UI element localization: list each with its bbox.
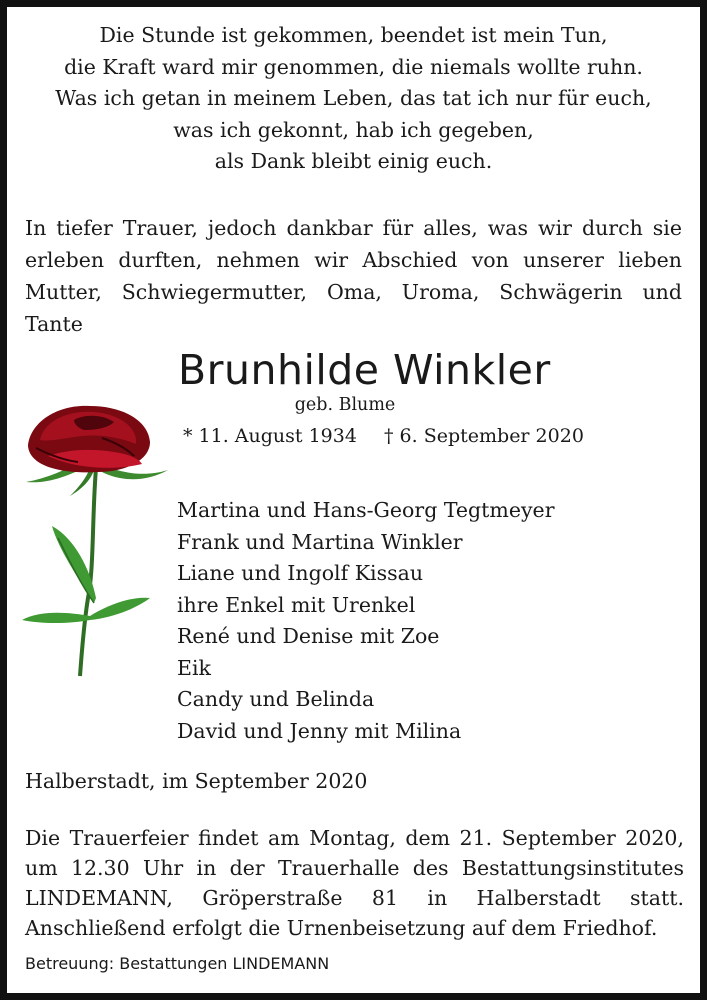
service-line: Anschließend erfolgt die Urnenbeisetzung auf dem Friedhof. (25, 916, 658, 940)
place-and-date: Halberstadt, im September 2020 (25, 769, 368, 793)
intro-line: erleben durften, nehmen wir Abschied von unserer lieben (25, 248, 682, 272)
funeral-service-info (25, 823, 684, 943)
intro-line: Mutter, Schwiegermutter, Oma, Uroma, Schwägerin und (25, 280, 682, 304)
mourning-intro (25, 212, 682, 340)
mourner: Eik (177, 655, 211, 680)
deceased-name: Brunhilde Winkler (178, 346, 551, 394)
service-line: um 12.30 Uhr in der Trauerhalle des Bestattungsinstitutes (25, 856, 684, 880)
funeral-home: Betreuung: Bestattungen LINDEMANN (25, 954, 330, 973)
mourner: René und Denise mit Zoe (177, 624, 440, 648)
poem-line: was ich gekonnt, hab ich gegeben, (173, 117, 534, 142)
mourner: Frank und Martina Winkler (177, 529, 463, 554)
intro-line: Tante (25, 312, 83, 336)
birth-date: * 11. August 1934 (183, 425, 357, 447)
memorial-poem (20, 20, 687, 178)
service-line: Die Trauerfeier findet am Montag, dem 21. September 2020, (25, 826, 684, 850)
birth-name: geb. Blume (294, 395, 396, 415)
poem-line: als Dank bleibt einig euch. (214, 149, 493, 173)
poem-line: Was ich getan in meinem Leben, das tat ich nur für euch, (55, 86, 652, 110)
mourners-list (177, 495, 555, 747)
red-rose-icon (18, 398, 178, 683)
poem-line: Die Stunde ist gekommen, beendet ist mein Tun, (99, 23, 608, 47)
mourner: Martina und Hans-Georg Tegtmeyer (177, 498, 555, 522)
death-date: † 6. September 2020 (384, 425, 584, 447)
intro-line: In tiefer Trauer, jedoch dankbar für alles, was wir durch sie (25, 216, 682, 240)
mourner: ihre Enkel mit Urenkel (177, 592, 416, 617)
mourner: Candy und Belinda (177, 687, 375, 711)
mourner: David und Jenny mit Milina (177, 718, 462, 743)
mourner: Liane und Ingolf Kissau (177, 561, 424, 585)
service-line: LINDEMANN, Gröperstraße 81 in Halberstadt statt. (25, 886, 684, 910)
poem-line: die Kraft ward mir genommen, die niemals wollte ruhn. (64, 54, 643, 79)
